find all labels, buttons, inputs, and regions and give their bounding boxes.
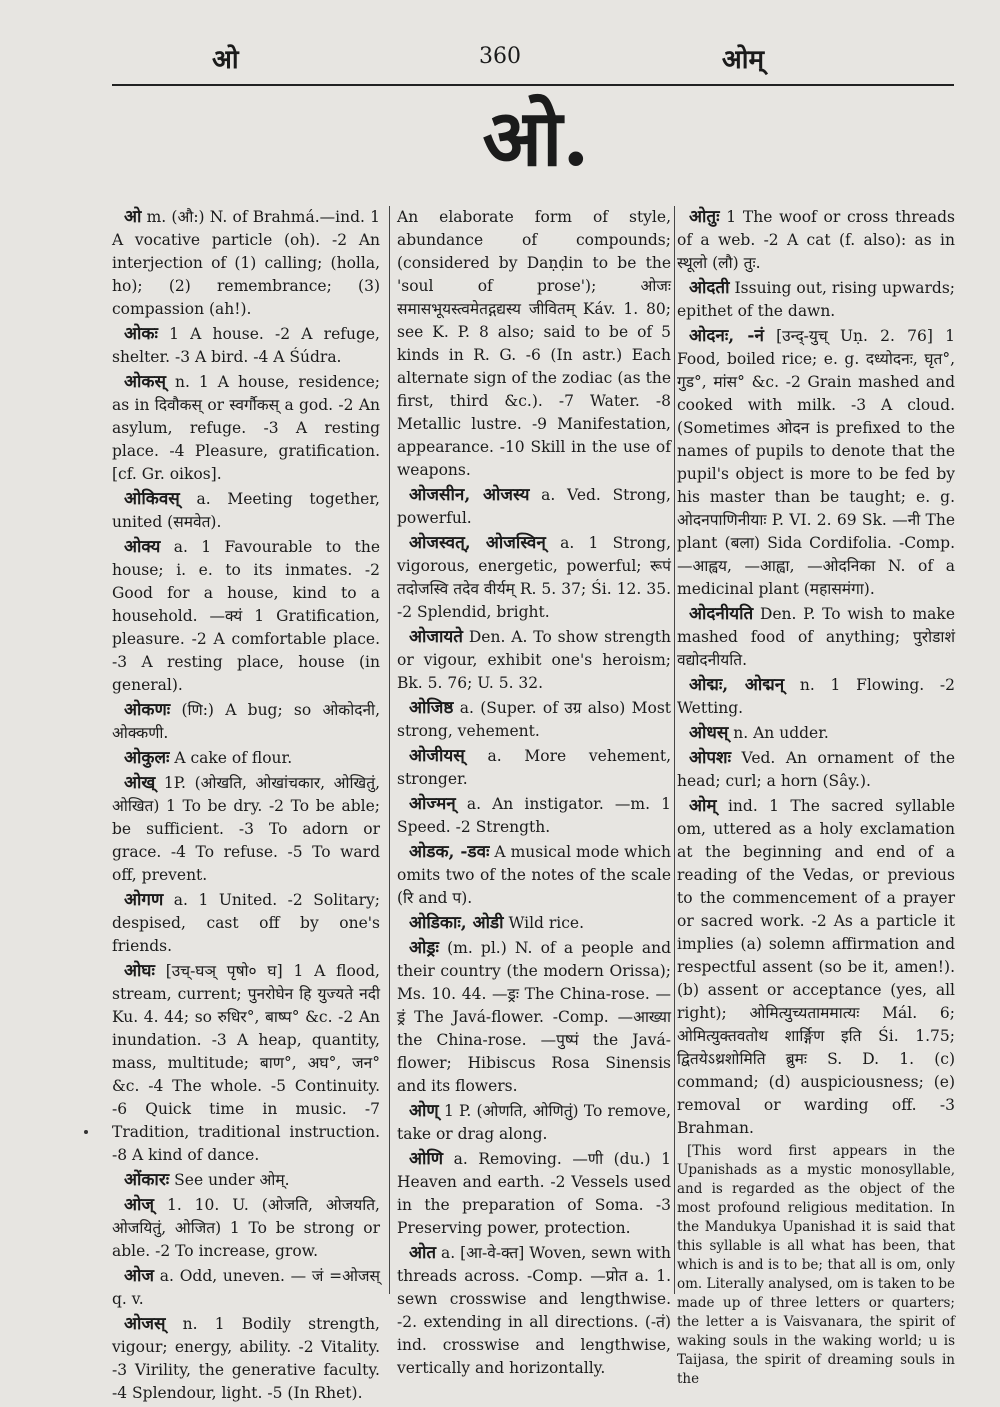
entry <box>677 325 955 601</box>
entry <box>397 745 671 791</box>
column-2 <box>397 206 671 1382</box>
headword: ओकिवस् <box>124 489 180 509</box>
definition: Wild rice. <box>508 914 585 932</box>
headword: ओधस् <box>689 723 729 743</box>
entry <box>112 323 380 369</box>
definition: (णि:) A bug; so ओकोदनी, ओक्कणी. <box>112 701 380 742</box>
entry <box>397 1148 671 1240</box>
definition: 1P. (ओखति, ओखांचकार, ओखितुं, ओखित) 1 To be dry. -2 To be able; be sufficient. -3 To adorn or grace. -4 To refuse. -5 To ward off, prevent. <box>112 774 380 884</box>
headword: ओज् <box>124 1195 155 1215</box>
headword: ओजस् <box>124 1314 166 1334</box>
definition: [उच्-घञ् पृषो० घ] 1 A flood, stream, current; पुनरोघेन हि युज्यते नदी Ku. 4. 44; so रुधिर°, बाष्प° &c. -2 An inundation. -3 A heap, quantity, mass, multitude; बाण°, अघ°, जन° &c. -4 The whole. -5 Continuity. -6 Quick time in music. -7 Tradition, traditional instruction. -8 A kind of dance. <box>112 962 380 1164</box>
headword: ओपशः <box>689 748 732 768</box>
entry <box>112 960 380 1167</box>
column-1 <box>112 206 380 1407</box>
headword: ओंकारः <box>124 1170 170 1190</box>
definition: a. 1 Strong, vigorous, energetic, powerful; रूपं तदोजस्वि तदेव वीर्यम् R. 5. 37; Śi. 12. 35. -2 Splendid, bright. <box>397 534 671 621</box>
headword: ओकुलः <box>124 748 170 768</box>
definition: a. An instigator. —m. 1 Speed. -2 Strength. <box>397 795 671 836</box>
definition: 1 A house. -2 A refuge, shelter. -3 A bird. -4 A Śúdra. <box>112 325 380 366</box>
headword: ओत <box>409 1243 437 1263</box>
entry <box>397 484 671 530</box>
definition: a. Removing. —णी (du.) 1 Heaven and earth. -2 Vessels used in the preparation of Soma. -3 Preserving power, protection. <box>397 1150 671 1237</box>
entry <box>677 795 955 1140</box>
headword: ओदती <box>689 278 730 298</box>
definition: a. Odd, uneven. — जं =ओजस् q. v. <box>112 1267 380 1308</box>
headword: ओज्मन् <box>409 794 456 814</box>
headword: ओदनः, -नं <box>689 326 764 346</box>
definition: 1 The woof or cross threads of a web. -2 A cat (f. also): as in स्थूलो (लौ) तुः. <box>677 208 955 272</box>
entry <box>112 699 380 745</box>
definition: A musical mode which omits two of the notes of the scale (रि and प). <box>397 843 671 907</box>
entry <box>112 206 380 321</box>
headword: ओक्य <box>124 537 161 557</box>
definition: n. 1 Bodily strength, vigour; energy, ability. -2 Vitality. -3 Virility, the generative faculty. -4 Splendour, light. -5 (In Rhet). <box>112 1315 380 1402</box>
definition: A cake of flour. <box>174 749 293 767</box>
definition: m. (औ:) N. of Brahmá.—ind. 1 A vocative particle (oh). -2 An interjection of (1) calling; (holla, ho); (2) remembrance; (3) compassion (ah!). <box>112 208 380 318</box>
definition: a. Ved. Strong, powerful. <box>397 486 671 527</box>
entry <box>112 747 380 770</box>
definition: a. Meeting together, united (समवेत). <box>112 490 380 531</box>
definition: a. 1 United. -2 Solitary; despised, cast off by one's friends. <box>112 891 380 955</box>
headword: ओजस्वत्, ओजस्विन् <box>409 533 546 553</box>
definition: a. (Super. of उग्र also) Most strong, vehement. <box>397 699 671 740</box>
section-letter: ओ. <box>482 93 590 184</box>
entry <box>677 747 955 793</box>
definition: Den. A. To show strength or vigour, exhibit one's heroism; Bk. 5. 76; U. 5. 32. <box>397 628 671 692</box>
column-divider <box>389 206 390 1294</box>
entry <box>397 532 671 624</box>
definition: n. An udder. <box>733 724 829 742</box>
definition: Den. P. To wish to make mashed food of anything; पुरोडाशं वद्योदनीयति. <box>677 605 955 669</box>
entry <box>397 1100 671 1146</box>
om-note: [This word first appears in the Upanishads as a mystic monosyllable, and is regarded as the object of the most profound religious meditation. In the Mandukya Upanishad it is said that this syllable is all what has been, that which is and is to be; that all is om, only om. Literally analysed, om is taken to be made up of three letters or quarters; the letter a is Vaisvanara, the spirit of waking souls in the waking world; u is Taijasa, the spirit of dreaming souls in the <box>677 1143 956 1387</box>
entry <box>397 912 671 935</box>
entry <box>677 603 955 672</box>
entry <box>677 722 955 745</box>
headword: ओ <box>124 207 142 227</box>
running-head-right: ओम् <box>721 45 764 75</box>
column-divider <box>674 206 675 1294</box>
headword: ओजिष्ठ <box>409 698 454 718</box>
headword: ओम् <box>689 796 717 816</box>
entry <box>112 488 380 534</box>
headword: ओदनीयति <box>689 604 754 624</box>
entry <box>112 536 380 697</box>
headword: ओण् <box>409 1101 439 1121</box>
headword: ओख् <box>124 773 156 793</box>
entry <box>112 1194 380 1263</box>
running-head-left: ओ <box>212 45 239 75</box>
definition: Ved. An ornament of the head; curl; a horn (Sây.). <box>677 749 955 790</box>
entry <box>397 937 671 1098</box>
entry <box>677 277 955 323</box>
headword: ओकस् <box>124 372 166 392</box>
definition: a. More vehement, stronger. <box>397 747 671 788</box>
definition: An elaborate form of style, abundance of compounds; (considered by Daṇḍin to be the 'soul of prose'); ओजः समासभूयस्त्वमेतद्गद्यस्य जीवितम् Káv. 1. 80; see K. P. 8 also; said to be of 5 kinds in R. G. -6 (In astr.) Each alternate sign of the zodiac (as the first, third &c.). -7 Water. -8 Metallic lustre. -9 Manifestation, appearance. -10 Skill in the use of weapons. <box>397 208 671 479</box>
entry <box>112 371 380 486</box>
definition: n. 1 Flowing. -2 Wetting. <box>677 676 955 717</box>
headword: ओडिकाः, ओडी <box>409 913 504 933</box>
page-number: 360 <box>479 44 521 69</box>
entry <box>112 889 380 958</box>
headword: ओद्मः, ओद्मन् <box>689 675 785 695</box>
headword: ओकणः <box>124 700 171 720</box>
column-3 <box>677 206 955 1403</box>
definition: [उन्द्-युच् Uṇ. 2. 76] 1 Food, boiled rice; e. g. दध्योदनः, घृत°, गुड°, मांस° &c. -2 Grain mashed and cooked with milk. -3 A cloud. (Sometimes ओदन is prefixed to the names of pupils to denote that the pupil's object is more to be fed by his master than be taught; e. g. ओदनपाणिनीयाः P. VI. 2. 69 Sk. —नी The plant (बला) Sida Cordifolia. -Comp. —आह्वय, —आह्वा, —ओदनिका N. of a medicinal plant (महासमंगा). <box>677 327 955 598</box>
definition: See under ओम्. <box>174 1171 290 1189</box>
entry <box>112 1313 380 1405</box>
headword: ओणि <box>409 1149 444 1169</box>
definition: Issuing out, rising upwards; epithet of the dawn. <box>677 279 955 320</box>
definition: (m. pl.) N. of a people and their country (the modern Orissa); Ms. 10. 44. —ड्रः The China-rose. —ड्रं The Javá-flower. -Comp. —आख्या the China-rose. —पुष्पं the Javá-flower; Hibiscus Rosa Sinensis and its flowers. <box>397 939 671 1095</box>
entry <box>112 1169 380 1192</box>
headword: ओकः <box>124 324 158 344</box>
headword: ओघः <box>124 961 155 981</box>
entry <box>677 674 955 720</box>
definition: n. 1 A house, residence; as in दिवौकस् or स्वर्गौकस् a god. -2 An asylum, refuge. -3 A resting place. -4 Pleasure, gratification. [cf. Gr. oikos]. <box>112 373 380 483</box>
header-rule <box>112 84 954 86</box>
headword: ओड्रः <box>409 938 439 958</box>
headword: ओडक, -डवः <box>409 842 490 862</box>
entry <box>397 626 671 695</box>
entry <box>112 772 380 887</box>
headword: ओगण <box>124 890 164 910</box>
headword: ओजसीन, ओजस्य <box>409 485 530 505</box>
entry <box>397 1242 671 1380</box>
headword: ओजायते <box>409 627 463 647</box>
headword: ओज <box>124 1266 155 1286</box>
definition: 1. 10. U. (ओजति, ओजयति, ओजयितुं, ओजित) 1 To be strong or able. -2 To increase, grow. <box>112 1196 380 1260</box>
headword: ओजीयस् <box>409 746 465 766</box>
headword: ओतुः <box>689 207 720 227</box>
definition: ind. 1 The sacred syllable om, uttered as a holy exclamation at the beginning and end of a reading of the Vedas, or previous to the commencement of a prayer or sacred work. -2 As a particle it implies (a) solemn affirmation and respectful assent (so be it, amen!). (b) assent or acceptance (yes, all right); ओमित्युच्यताममात्यः Mál. 6; ओमित्युक्तवतोथ शार्ङ्गिण इति Śi. 1.75; द्वितयेऽथ्रशोमिति ब्रुमः S. D. 1. (c) command; (d) auspiciousness; (e) removal or warding off. -3 Brahman. <box>677 797 955 1137</box>
definition: a. [आ-वे-क्त] Woven, sewn with threads across. -Comp. —प्रोत a. 1. sewn crosswise and lengthwise. -2. extending in all directions. (-तं) ind. crosswise and lengthwise, vertically and horizontally. <box>397 1244 671 1377</box>
entry <box>112 1265 380 1311</box>
entry <box>677 206 955 275</box>
margin-dot <box>84 1130 88 1134</box>
definition: 1 P. (ओणति, ओणितुं) To remove, take or drag along. <box>397 1102 671 1143</box>
entry <box>397 697 671 743</box>
entry <box>397 841 671 910</box>
entry <box>397 793 671 839</box>
entry-continued <box>397 206 671 482</box>
definition: a. 1 Favourable to the house; i. e. to its inmates. -2 Good for a house, kind to a household. —क्यं 1 Gratification, pleasure. -2 A comfortable place. -3 A resting place, house (in general). <box>112 538 380 694</box>
